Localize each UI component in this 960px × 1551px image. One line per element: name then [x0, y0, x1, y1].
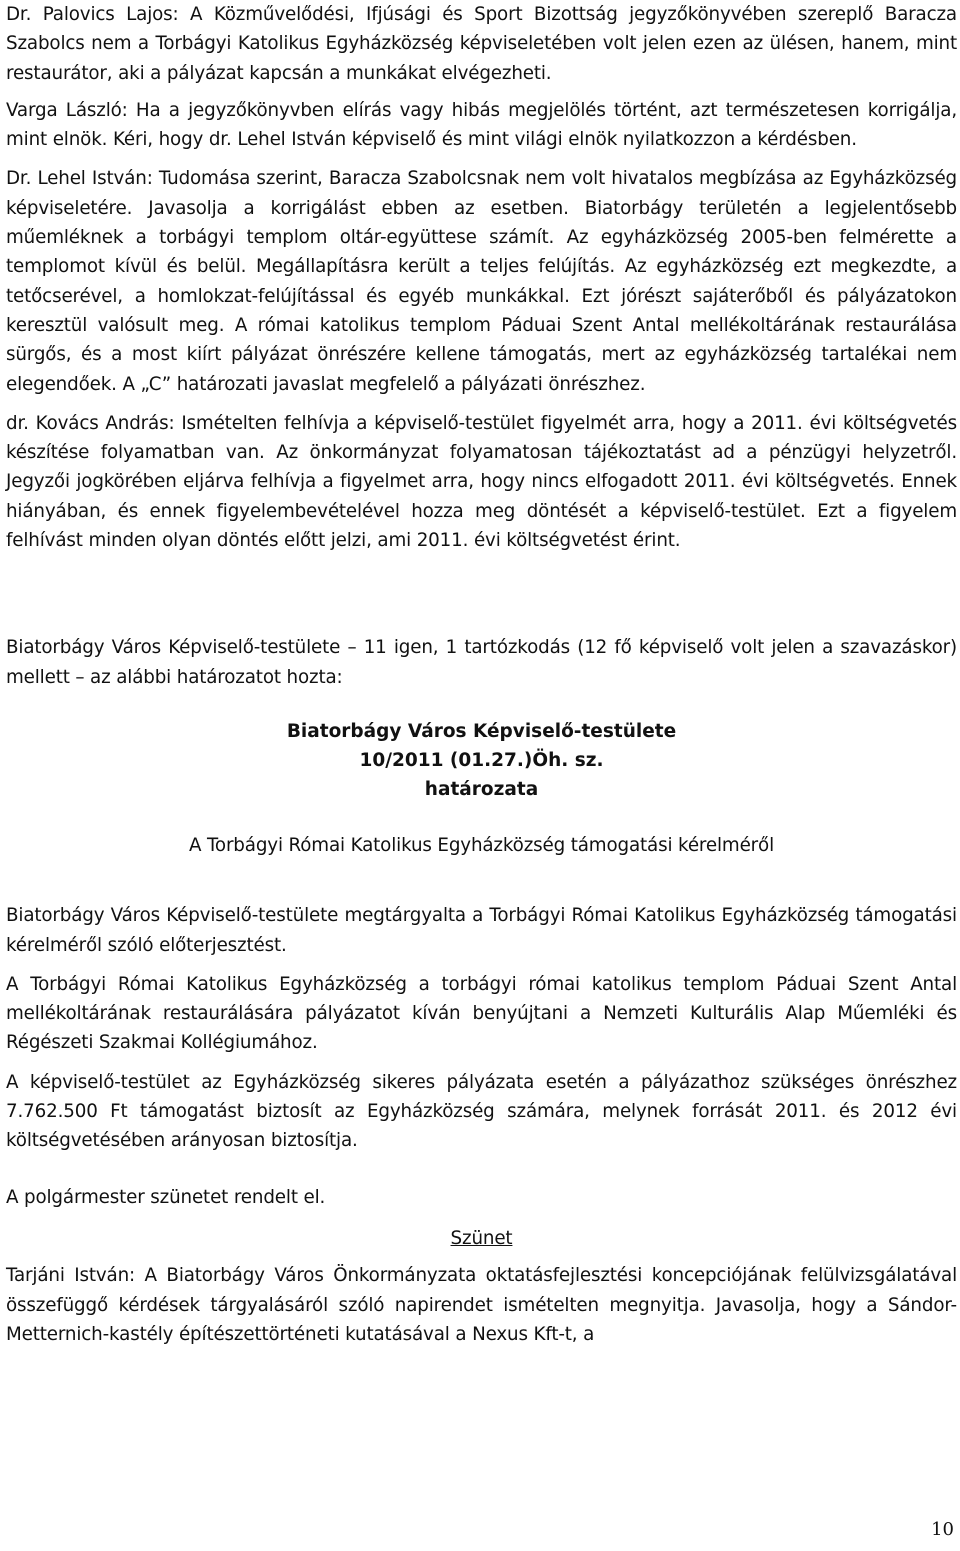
resolution-paragraph-1: Biatorbágy Város Képviselő-testülete megtárgyalta a Torbágyi Római Katolikus Egyházközség támogatási kérelméről szóló előterjesztést. [6, 905, 957, 956]
page-number: 10 [931, 1519, 954, 1540]
resolution-subject: A Torbágyi Római Katolikus Egyházközség támogatási kérelméről [188, 834, 774, 856]
paragraph-palovics: Dr. Palovics Lajos: A Közművelődési, Ifjúsági és Sport Bizottság jegyzőkönyvében szereplő Baracza Szabolcs nem a Torbágyi Katolikus Egyházközség képviseletében volt jelen ezen az ülésen, hanem, mint restaurátor, aki a pályázat kapcsán a munkákat elvégezheti. [6, 4, 957, 84]
paragraph-lehel: Dr. Lehel István: Tudomása szerint, Baracza Szabolcsnak nem volt hivatalos megbízása az Egyházközség képviseletére. Javasolja a korrigálást ebben az esetben. Biatorbágy területén a legjelentősebb műemléknek a torbágyi templom oltár-együttese számít. Az egyházközség 2005-ben felmérette a templomot kívül és belül. Megállapításra került a teljes felújítás. Az egyházközség ezt megkezdte, a tetőcserével, a homlokzat-felújítással és egyéb munkákkal. Ezt jórészt sajáterőből és pályázatokon keresztül valósult meg. A római katolikus templom Páduai Szent Antal mellékoltárának restaurálása sürgős, és a most kiírt pályázat önrészére kellene támogatás, mert az egyházközség tartalékai nem elegendőek. A „C” határozati javaslat megfelelő a pályázati önrészhez. [6, 168, 957, 395]
resolution-paragraph-2: A Torbágyi Római Katolikus Egyházközség a torbágyi római katolikus templom Páduai Szent Antal mellékoltárának restaurálására pályázatot kíván benyújtani a Nemzeti Kulturális Alap Műemléki és Régészeti Szakmai Kollégiumához. [6, 973, 957, 1054]
resolution-label: határozata [424, 778, 539, 800]
break-title: Szünet [450, 1227, 513, 1249]
spacer [6, 1212, 957, 1224]
paragraph-tarjani: Tarjáni István: A Biatorbágy Város Önkormányzata oktatásfejlesztési koncepciójának felülvizsgálatával összefüggő kérdések tárgyalásáról szóló napirendet ismételten megnyitja. Javasolja, hogy a Sándor-Metternich-kastély építészettörténeti kutatásával a Nexus Kft-t, a [6, 1265, 957, 1345]
paragraph-varga: Varga László: Ha a jegyzőkönyvben elírás vagy hibás megjelölés történt, azt természetesen korrigálja, mint elnök. Kéri, hogy dr. Lehel István képviselő és mint világi elnök nyilatkozzon a kérdésben. [6, 99, 957, 151]
spacer [6, 1156, 957, 1183]
spacer [6, 555, 957, 633]
spacer [6, 860, 957, 901]
spacer [6, 1253, 957, 1261]
paragraph-break-announcement: A polgármester szünetet rendelt el. [6, 1186, 326, 1208]
document-page [6, 0, 957, 1349]
spacer [6, 692, 957, 717]
resolution-title: Biatorbágy Város Képviselő-testülete [286, 720, 677, 742]
spacer [6, 804, 957, 831]
paragraph-kovacs: dr. Kovács András: Ismételten felhívja a képviselő-testület figyelmét arra, hogy a 2011. évi költségvetés készítése folyamatban van. Az önkormányzat folyamatosan tájékoztatást ad a pénzügyi helyzetről. Jegyzői jogkörében eljárva felhívja a figyelmet arra, hogy nincs elfogadott 2011. évi költségvetés. Ennek hiányában, és ennek figyelembevételével hozza meg döntését a képviselő-testület. Ezt a figyelem felhívást minden olyan döntés előtt jelzi, ami 2011. évi költségvetést érint. [6, 412, 957, 552]
paragraph-vote: Biatorbágy Város Képviselő-testülete – 11 igen, 1 tartózkodás (12 fő képviselő volt jelen a szavazáskor) mellett – az alábbi határozatot hozta: [6, 637, 957, 688]
resolution-number: 10/2011 (01.27.)Öh. sz. [359, 749, 604, 771]
resolution-paragraph-3: A képviselő-testület az Egyházközség sikeres pályázata esetén a pályázathoz szükséges önrészhez 7.762.500 Ft támogatást biztosít az Egyházközség számára, melynek forrását 2011. és 2012 évi költségvetésében arányosan biztosítja. [6, 1071, 957, 1152]
